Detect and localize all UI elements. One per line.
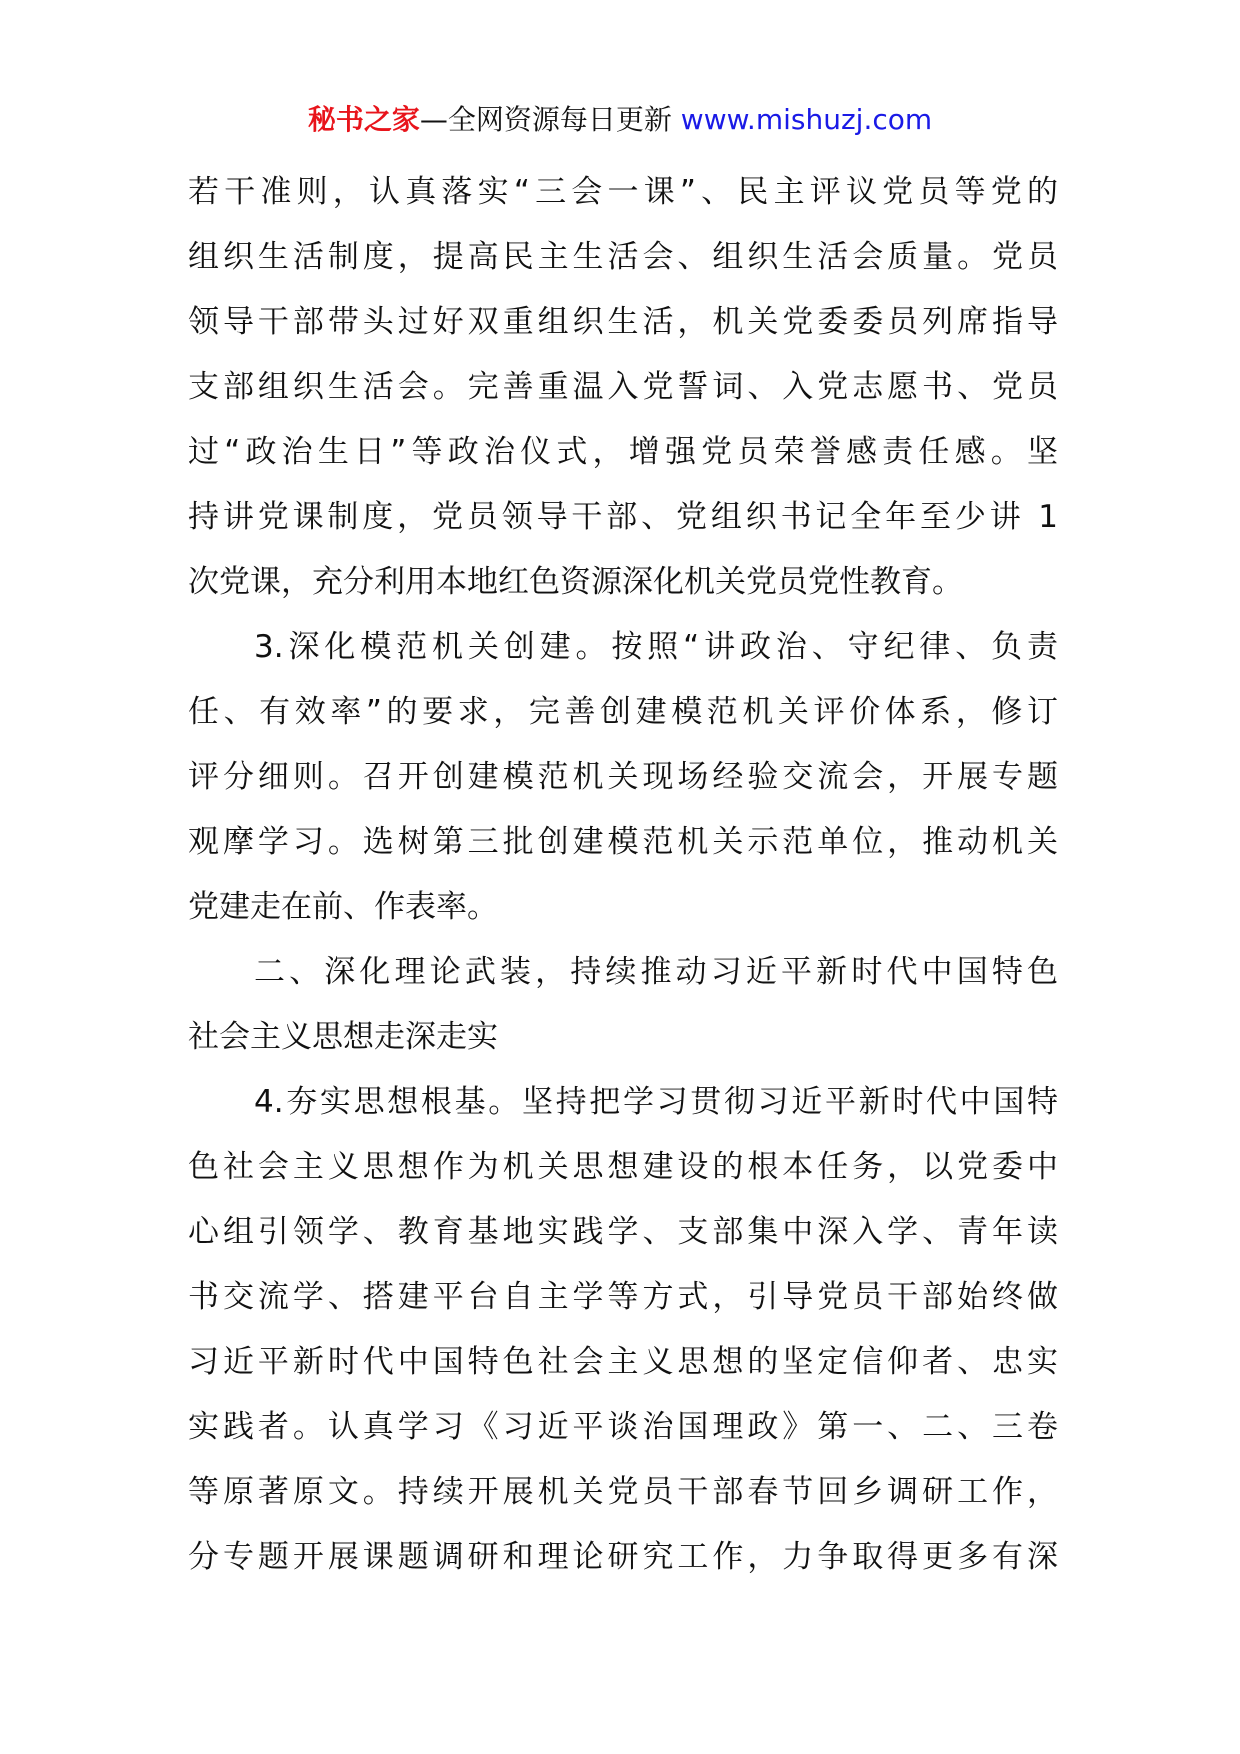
text-line: 观摩学习。选树第三批创建模范机关示范单位，推动机关: [188, 824, 1058, 860]
text-line: 等原著原文。持续开展机关党员干部春节回乡调研工作，: [188, 1474, 1058, 1510]
text-line: 4.夯实思想根基。坚持把学习贯彻习近平新时代中国特: [254, 1084, 1058, 1120]
text-line: 3.深化模范机关创建。按照“讲政治、守纪律、负责: [254, 629, 1058, 665]
text-line: 分专题开展课题调研和理论研究工作，力争取得更多有深: [188, 1539, 1058, 1575]
text-line: 心组引领学、教育基地实践学、支部集中深入学、青年读: [188, 1214, 1058, 1250]
text-line: 若干准则，认真落实“三会一课”、民主评议党员等党的: [188, 174, 1058, 210]
document-body: [188, 160, 1058, 1590]
page-header: [0, 100, 1240, 140]
header-brand: 秘书之家: [307, 103, 420, 136]
text-line: 任、有效率”的要求，完善创建模范机关评价体系，修订: [188, 694, 1058, 730]
section-heading: [188, 940, 1058, 1070]
text-line: 色社会主义思想作为机关思想建设的根本任务，以党委中: [188, 1149, 1058, 1185]
text-line: 组织生活制度，提高民主生活会、组织生活会质量。党员: [188, 239, 1058, 275]
text-line: 实践者。认真学习《习近平谈治国理政》第一、二、三卷: [188, 1409, 1058, 1445]
paragraph: [188, 160, 1058, 615]
text-line: 评分细则。召开创建模范机关现场经验交流会，开展专题: [188, 759, 1058, 795]
paragraph: [188, 1070, 1058, 1590]
text-line: 持讲党课制度，党员领导干部、党组织书记全年至少讲 1: [188, 499, 1058, 535]
paragraph: [188, 615, 1058, 940]
text-line: 书交流学、搭建平台自主学等方式，引导党员干部始终做: [188, 1279, 1058, 1315]
text-line: 习近平新时代中国特色社会主义思想的坚定信仰者、忠实: [188, 1344, 1058, 1380]
text-line: 党建走在前、作表率。: [188, 889, 498, 925]
text-line: 次党课，充分利用本地红色资源深化机关党员党性教育。: [188, 564, 963, 600]
text-line: 支部组织生活会。完善重温入党誓词、入党志愿书、党员: [188, 369, 1058, 405]
text-line: 社会主义思想走深走实: [188, 1019, 498, 1055]
header-tagline: —全网资源每日更新: [419, 103, 672, 136]
header-url-link[interactable]: www.mishuzj.com: [680, 103, 933, 136]
text-line: 二、深化理论武装，持续推动习近平新时代中国特色: [254, 954, 1058, 990]
text-line: 过“政治生日”等政治仪式，增强党员荣誉感责任感。坚: [188, 434, 1058, 470]
text-line: 领导干部带头过好双重组织生活，机关党委委员列席指导: [188, 304, 1058, 340]
